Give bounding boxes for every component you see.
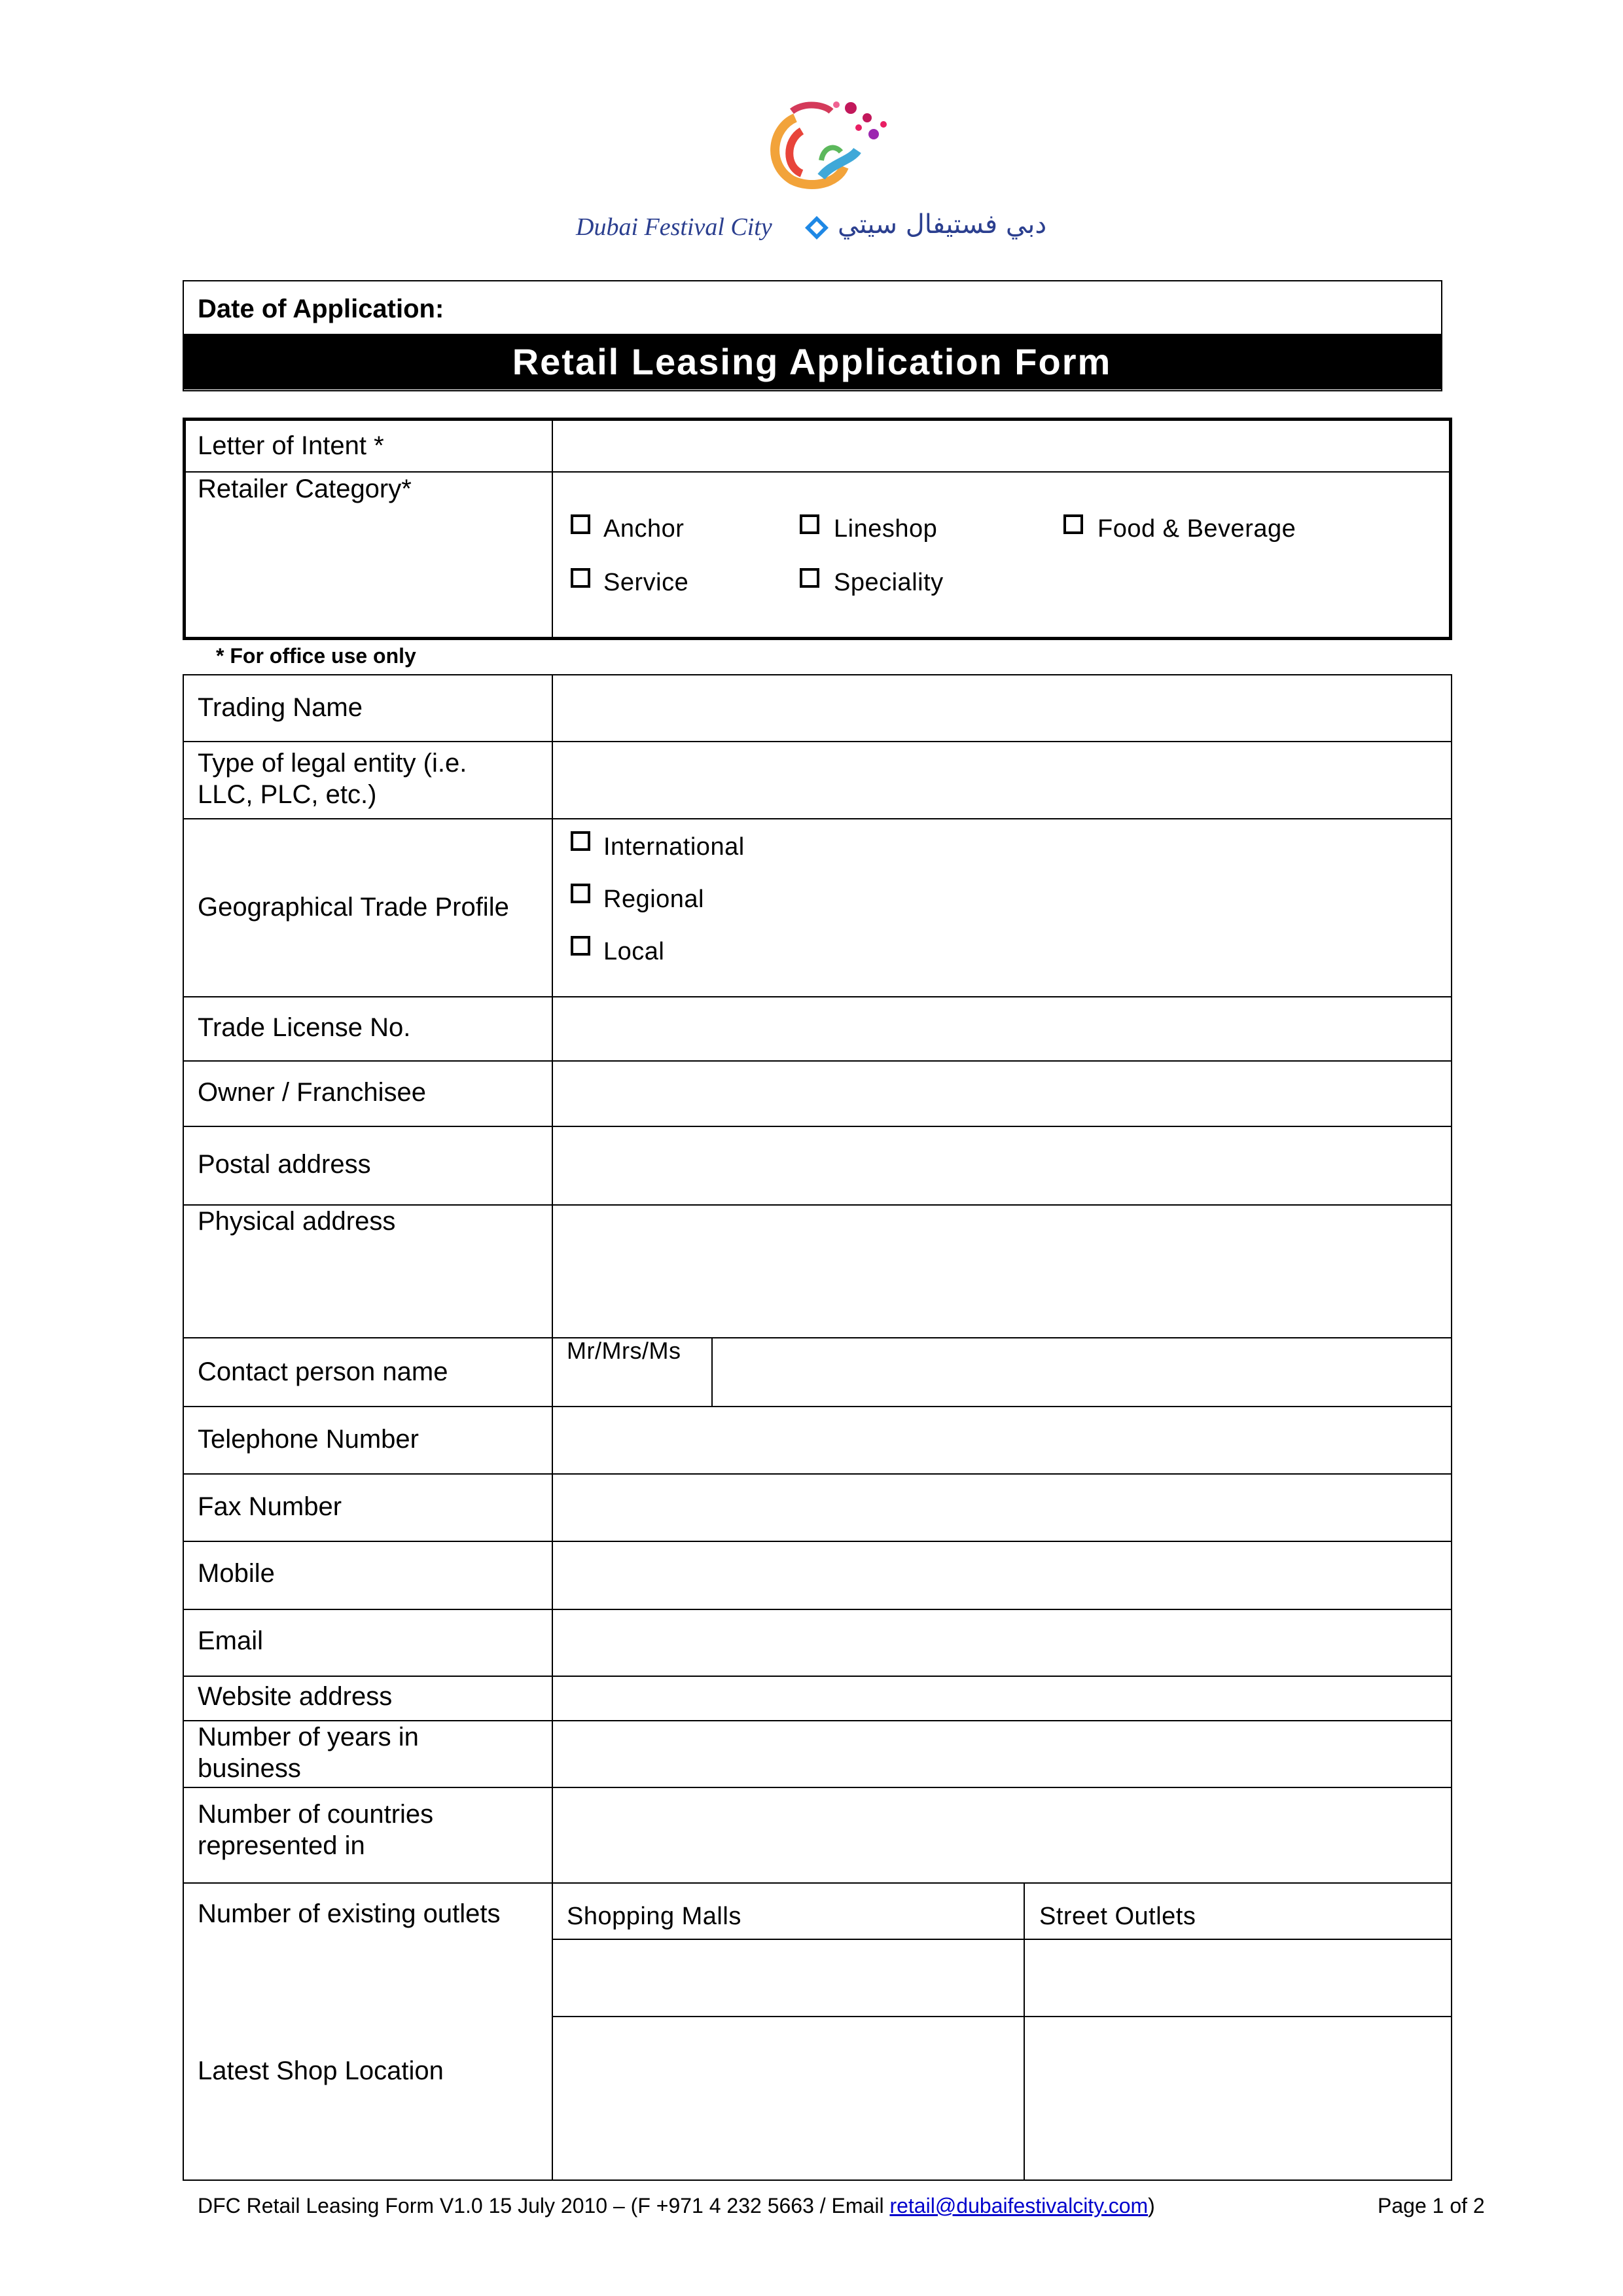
contact-person-field[interactable]: [713, 1338, 1451, 1405]
lineshop-checkbox[interactable]: [800, 514, 819, 534]
latest-location-label: Latest Shop Location: [198, 2056, 444, 2085]
letter-of-intent-label: Letter of Intent *: [198, 431, 384, 460]
regional-checkbox[interactable]: [571, 884, 590, 903]
regional-label: Regional: [603, 886, 704, 913]
years-label-line2: business: [198, 1754, 301, 1783]
physical-address-field[interactable]: [553, 1206, 1451, 1336]
logo-diamond-icon: [804, 215, 830, 241]
shopping-malls-count-field[interactable]: [553, 1940, 1022, 2015]
anchor-checkbox[interactable]: [571, 514, 590, 534]
footer-text-prefix: DFC Retail Leasing Form V1.0 15 July 2010 – (F +971 4 232 5663 / Email: [198, 2194, 890, 2217]
logo-emblem-icon: [576, 92, 1073, 209]
international-label: International: [603, 833, 745, 861]
latest-location-street-field[interactable]: [1025, 2017, 1451, 2179]
legal-entity-label-line1: Type of legal entity (i.e.: [198, 749, 467, 778]
retailer-category-label: Retailer Category*: [198, 475, 412, 503]
international-checkbox[interactable]: [571, 831, 590, 851]
footer-text-suffix: ): [1148, 2194, 1155, 2217]
title-prefix-label: Mr/Mrs/Ms: [567, 1337, 681, 1364]
fax-label: Fax Number: [198, 1492, 342, 1521]
footer-text: [198, 2193, 1155, 2219]
form-title: Retail Leasing Application Form: [512, 341, 1112, 382]
owner-label: Owner / Franchisee: [198, 1078, 427, 1107]
office-use-note: * For office use only: [216, 644, 416, 668]
trade-license-field[interactable]: [553, 997, 1451, 1059]
countries-field[interactable]: [553, 1788, 1451, 1881]
trading-name-field[interactable]: [553, 677, 1451, 740]
mobile-label: Mobile: [198, 1559, 275, 1588]
mobile-field[interactable]: [553, 1542, 1451, 1607]
dubai-festival-city-logo: [576, 92, 1073, 249]
email-label: Email: [198, 1626, 264, 1655]
service-checkbox[interactable]: [571, 568, 590, 588]
local-label: Local: [603, 938, 665, 965]
date-of-application-label: Date of Application:: [198, 295, 444, 323]
geo-profile-label: Geographical Trade Profile: [198, 893, 509, 922]
speciality-checkbox[interactable]: [800, 568, 819, 588]
street-outlets-count-field[interactable]: [1025, 1940, 1451, 2015]
telephone-field[interactable]: [553, 1407, 1451, 1472]
food-beverage-checkbox[interactable]: [1063, 514, 1083, 534]
service-label: Service: [603, 569, 689, 596]
food-beverage-label: Food & Beverage: [1097, 515, 1296, 543]
countries-label-line2: represented in: [198, 1831, 365, 1860]
anchor-label: Anchor: [603, 515, 685, 543]
shopping-malls-label: Shopping Malls: [567, 1903, 741, 1930]
street-outlets-label: Street Outlets: [1039, 1903, 1196, 1930]
legal-entity-field[interactable]: [553, 742, 1451, 817]
footer-email-link[interactable]: retail@dubaifestivalcity.com: [889, 2194, 1149, 2217]
email-field[interactable]: [553, 1610, 1451, 1674]
website-field[interactable]: [553, 1677, 1451, 1719]
fax-field[interactable]: [553, 1475, 1451, 1539]
trading-name-label: Trading Name: [198, 693, 363, 722]
owner-field[interactable]: [553, 1062, 1451, 1124]
years-field[interactable]: [553, 1721, 1451, 1785]
legal-entity-label-line2: LLC, PLC, etc.): [198, 780, 377, 809]
logo-text-english: Dubai Festival City: [576, 213, 772, 241]
logo-text-arabic: دبي فستيفال سيتي: [838, 209, 1047, 240]
contact-person-label: Contact person name: [198, 1357, 448, 1386]
local-checkbox[interactable]: [571, 936, 590, 956]
physical-address-label: Physical address: [198, 1207, 396, 1236]
latest-location-mall-field[interactable]: [553, 2017, 1022, 2179]
trade-license-label: Trade License No.: [198, 1013, 411, 1042]
website-label: Website address: [198, 1682, 393, 1711]
postal-address-label: Postal address: [198, 1150, 371, 1179]
page-number: Page 1 of 2: [1378, 2194, 1485, 2217]
countries-label-line1: Number of countries: [198, 1800, 434, 1829]
telephone-label: Telephone Number: [198, 1425, 419, 1454]
lineshop-label: Lineshop: [834, 515, 938, 543]
outlets-label: Number of existing outlets: [198, 1899, 501, 1928]
speciality-label: Speciality: [834, 569, 944, 596]
postal-address-field[interactable]: [553, 1127, 1451, 1203]
years-label-line1: Number of years in: [198, 1723, 419, 1751]
